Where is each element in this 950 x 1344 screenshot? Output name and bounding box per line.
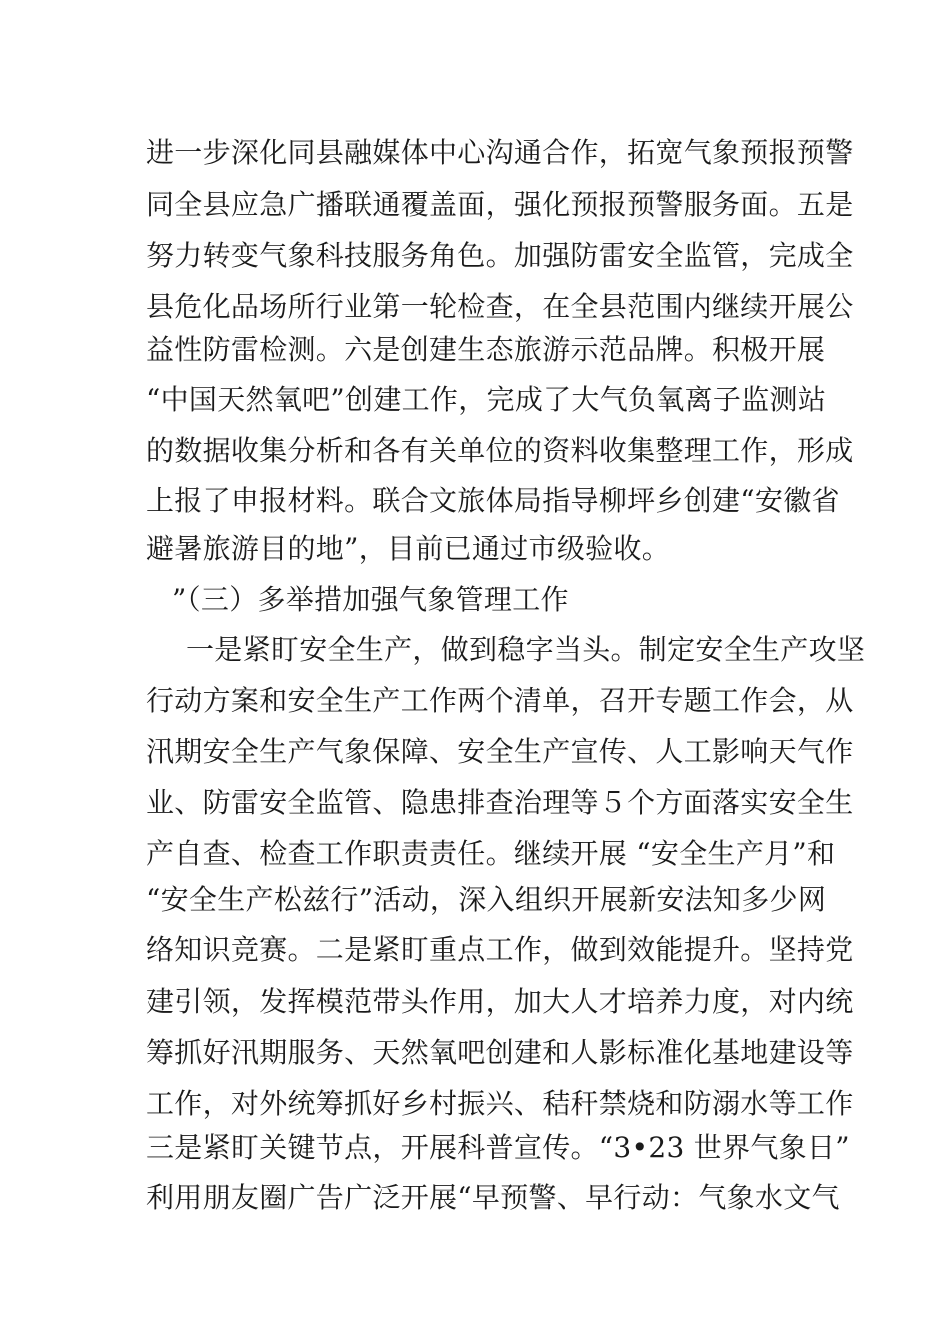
text-line: “中国天然氧吧”创建工作，完成了大气负氧离子监测站 (146, 383, 827, 416)
text-line: 建引领，发挥模范带头作用，加大人才培养力度，对内统 (146, 985, 854, 1018)
text-line: 产自查、检查工作职责责任。继续开展 “安全生产月”和 (146, 837, 836, 870)
text-line: 益性防雷检测。六是创建生态旅游示范品牌。积极开展 (146, 333, 826, 366)
section-heading: ”（三）多举措加强气象管理工作 (172, 583, 569, 616)
text-line: 行动方案和安全生产工作两个清单，召开专题工作会，从 (146, 684, 854, 717)
text-line: 努力转变气象科技服务角色。加强防雷安全监管，完成全 (146, 239, 854, 272)
text-line: 同全县应急广播联通覆盖面，强化预报预警服务面。五是 (146, 188, 854, 221)
text-line: “安全生产松兹行”活动，深入组织开展新安法知多少网 (146, 883, 827, 916)
text-line: 上报了申报材料。联合文旅体局指导柳坪乡创建“安徽省 (146, 484, 840, 517)
text-line: 的数据收集分析和各有关单位的资料收集整理工作，形成 (146, 434, 854, 467)
text-line: 利用朋友圈广告广泛开展“早预警、早行动：气象水文气 (146, 1181, 840, 1214)
text-line: 一是紧盯安全生产，做到稳字当头。制定安全生产攻坚 (186, 633, 866, 666)
text-line: 工作，对外统筹抓好乡村振兴、秸秆禁烧和防溺水等工作 (146, 1087, 854, 1120)
text-line: 进一步深化同县融媒体中心沟通合作，拓宽气象预报预警 (146, 136, 854, 169)
text-line: 络知识竞赛。二是紧盯重点工作，做到效能提升。坚持党 (146, 933, 854, 966)
text-line: 县危化品场所行业第一轮检查，在全县范围内继续开展公 (146, 290, 854, 323)
text-line: 避暑旅游目的地”，目前已通过市级验收。 (146, 532, 671, 565)
text-line: 筹抓好汛期服务、天然氧吧创建和人影标准化基地建设等 (146, 1036, 854, 1069)
text-line: 汛期安全生产气象保障、安全生产宣传、人工影响天气作 (146, 735, 854, 768)
text-line: 三是紧盯关键节点，开展科普宣传。“3•23 世界气象日” (146, 1131, 850, 1164)
text-line: 业、防雷安全监管、隐患排查治理等５个方面落实安全生 (146, 786, 854, 819)
